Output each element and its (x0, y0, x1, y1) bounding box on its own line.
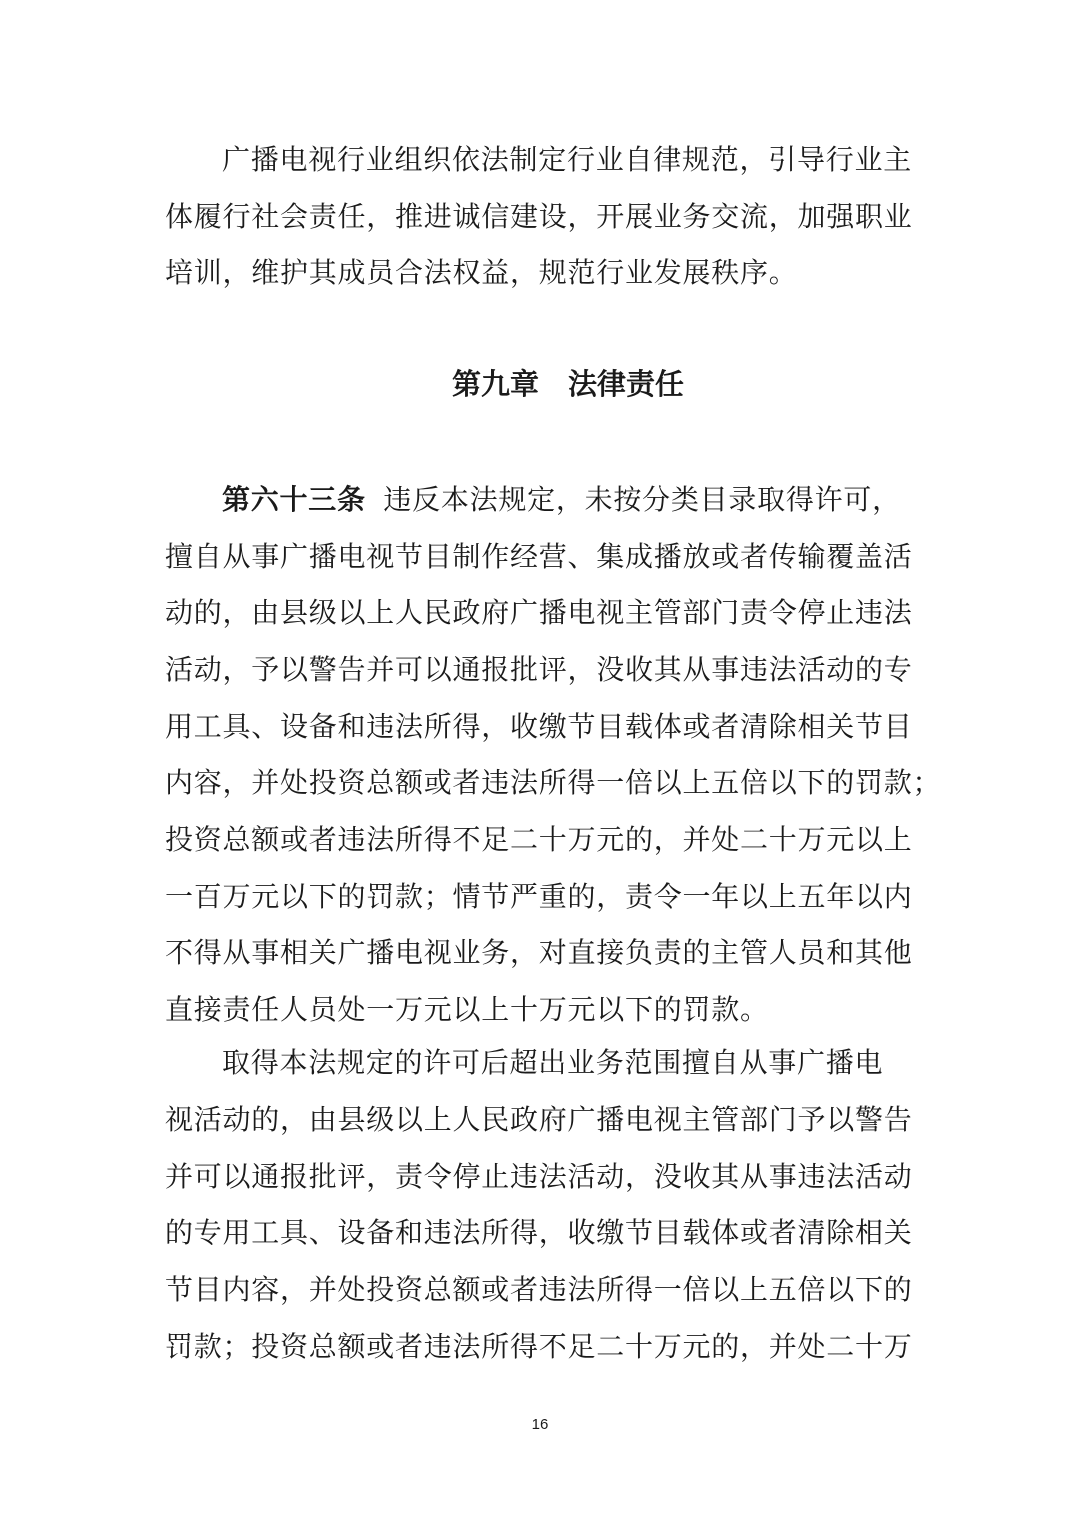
text-line: 活动，予以警告并可以通报批评，没收其从事违法活动的专 (165, 653, 913, 686)
text-line: 培训，维护其成员合法权益，规范行业发展秩序。 (165, 256, 798, 289)
text-line: 动的，由县级以上人民政府广播电视主管部门责令停止违法 (165, 596, 913, 629)
text-line: 擅自从事广播电视节目制作经营、集成播放或者传输覆盖活 (165, 540, 913, 573)
text-line: 投资总额或者违法所得不足二十万元的，并处二十万元以上 (165, 823, 913, 856)
article-label: 第六十三条 (222, 483, 366, 516)
text-line: 并可以通报批评，责令停止违法活动，没收其从事违法活动 (165, 1160, 913, 1193)
text-line: 的专用工具、设备和违法所得，收缴节目载体或者清除相关 (165, 1216, 913, 1249)
text-line: 一百万元以下的罚款；情节严重的，责令一年以上五年以内 (165, 880, 913, 913)
text-line: 直接责任人员处一万元以上十万元以下的罚款。 (165, 993, 769, 1026)
text-line: 内容，并处投资总额或者违法所得一倍以上五倍以下的罚款； (165, 766, 942, 799)
text-line: 广播电视行业组织依法制定行业自律规范，引导行业主 (222, 143, 913, 176)
text-line: 用工具、设备和违法所得，收缴节目载体或者清除相关节目 (165, 710, 913, 743)
chapter-heading: 第九章 法律责任 (451, 367, 684, 401)
text-line: 罚款；投资总额或者违法所得不足二十万元的，并处二十万 (165, 1330, 913, 1363)
text-line: 视活动的，由县级以上人民政府广播电视主管部门予以警告 (165, 1103, 913, 1136)
text-line (222, 482, 901, 518)
text-line: 取得本法规定的许可后超出业务范围擅自从事广播电 (222, 1046, 884, 1079)
text-line: 节目内容，并处投资总额或者违法所得一倍以上五倍以下的 (165, 1273, 913, 1306)
text-line: 体履行社会责任，推进诚信建设，开展业务交流，加强职业 (165, 200, 913, 233)
page-number: 16 (531, 1416, 549, 1433)
article-text: 违反本法规定，未按分类目录取得许可， (383, 483, 901, 516)
text-line: 不得从事相关广播电视业务，对直接负责的主管人员和其他 (165, 936, 913, 969)
